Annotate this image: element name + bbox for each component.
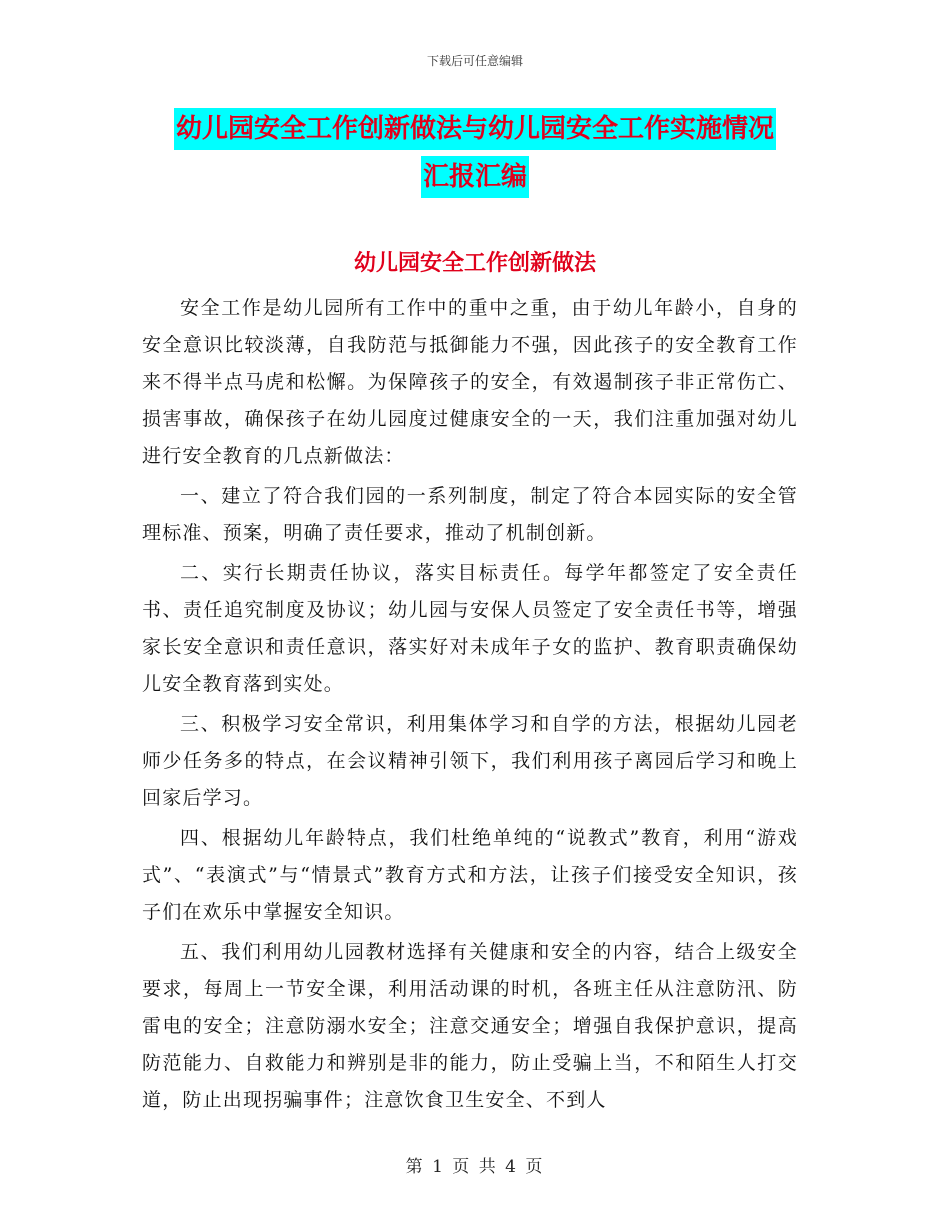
page-header-note: 下载后可任意编辑	[426, 54, 523, 68]
paragraph-item-4: 四、根据幼儿年龄特点，我们杜绝单纯的“说教式”教育，利用“游戏式”、“表演式”与“情景式”教育方式和方法，让孩子们接受安全知识，孩子们在欢乐中掌握安全知识。	[142, 827, 798, 923]
title-line-2: 汇报汇编	[421, 156, 529, 198]
page-number: 第 1 页 共 4 页	[405, 1157, 545, 1177]
document-body	[142, 290, 798, 1122]
paragraph-intro: 安全工作是幼儿园所有工作中的重中之重，由于幼儿年龄小，自身的安全意识比较淡薄，自我防范与抵御能力不强，因此孩子的安全教育工作来不得半点马虎和松懈。为保障孩子的安全，有效遏制孩子非正常伤亡、损害事故，确保孩子在幼儿园度过健康安全的一天，我们注重加强对幼儿进行安全教育的几点新做法：	[142, 297, 798, 467]
paragraph-item-2: 二、实行长期责任协议，落实目标责任。每学年都签定了安全责任书、责任追究制度及协议；幼儿园与安保人员签定了安全责任书等，增强家长安全意识和责任意识，落实好对未成年子女的监护、教育职责确保幼儿安全教育落到实处。	[142, 562, 798, 695]
paragraph-item-5: 五、我们利用幼儿园教材选择有关健康和安全的内容，结合上级安全要求，每周上一节安全课，利用活动课的时机，各班主任从注意防汛、防雷电的安全；注意防溺水安全；注意交通安全；增强自我保护意识，提高防范能力、自救能力和辨别是非的能力，防止受骗上当，不和陌生人打交道，防止出现拐骗事件；注意饮食卫生安全、不到人	[142, 941, 798, 1111]
title-line-1: 幼儿园安全工作创新做法与幼儿园安全工作实施情况	[174, 108, 776, 150]
section-heading: 幼儿园安全工作创新做法	[353, 250, 596, 276]
paragraph-item-1: 一、建立了符合我们园的一系列制度，制定了符合本园实际的安全管理标准、预案，明确了责任要求，推动了机制创新。	[142, 485, 798, 544]
document-title	[140, 108, 810, 198]
paragraph-item-3: 三、积极学习安全常识，利用集体学习和自学的方法，根据幼儿园老师少任务多的特点，在会议精神引领下，我们利用孩子离园后学习和晚上回家后学习。	[142, 713, 798, 809]
